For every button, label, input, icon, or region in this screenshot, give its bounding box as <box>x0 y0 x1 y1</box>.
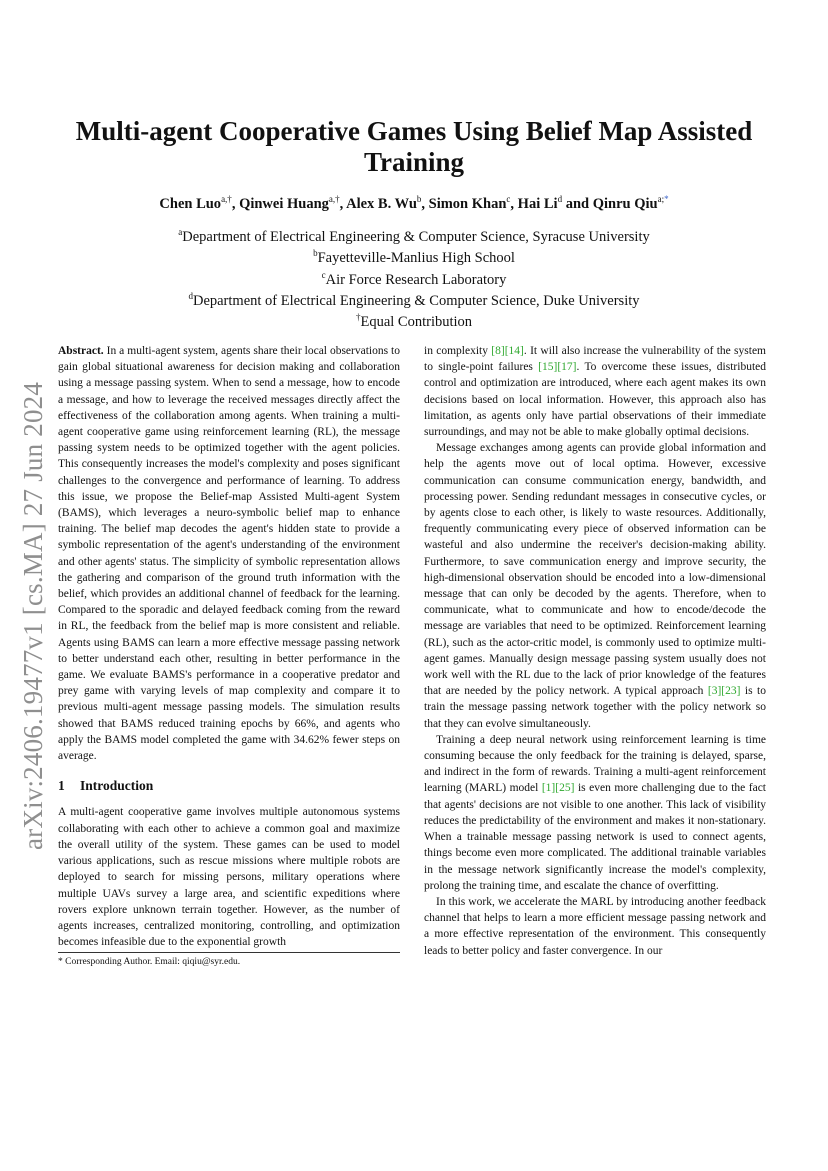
author-and: and <box>562 195 593 212</box>
affiliation-line <box>60 245 768 266</box>
paragraph-text: is to train the message passing network together with the policy network so that they can evolve simultaneously. <box>424 685 767 730</box>
author-affil-mark: a; <box>657 194 665 204</box>
abstract-label: Abstract. <box>58 345 104 357</box>
citation-link[interactable]: [17] <box>557 361 577 374</box>
citation-link[interactable]: [23] <box>721 685 741 698</box>
affiliation-text: Air Force Research Laboratory <box>325 271 507 288</box>
author-separator: , <box>339 195 347 212</box>
author-name: Hai Li <box>517 195 558 212</box>
affiliation-line <box>60 288 768 309</box>
paper-title <box>60 116 768 178</box>
citation-link[interactable]: [14] <box>504 345 524 357</box>
corresponding-author-link[interactable]: * <box>664 194 669 204</box>
paragraph-text: is even more challenging due to the fact that agents' decisions are not visible to one another. This lack of visibility reduces the predictability of the environment and makes it non-stationary. When a trainable message passing network is used to connect agents, things become even more complicated. The additional trainable variables in the message network significantly increase the model's complexity, prolong the training time, and escalate the chance of overfitting. <box>424 782 766 892</box>
footnote <box>58 952 400 967</box>
author-affil-mark: c <box>506 194 511 204</box>
author-separator: , <box>231 195 240 212</box>
affiliation-mark: d <box>188 290 193 301</box>
affiliation-mark: a <box>178 227 183 237</box>
affiliation-text: Equal Contribution <box>360 314 473 331</box>
right-paragraph-4: In this work, we accelerate the MARL by introducing another feedback channel that helps to learn a more efficient message passing network and a more effective representation of the environment. This consequently leads to better policy and faster convergence. In our <box>424 895 766 957</box>
affiliation-list <box>60 224 768 331</box>
affiliation-mark: b <box>313 248 318 259</box>
citation-link[interactable]: [25] <box>555 782 575 795</box>
author-separator: , <box>421 195 429 212</box>
author-name: Qinru Qiu <box>592 195 658 212</box>
citation-link[interactable]: [3] <box>707 685 722 698</box>
affiliation-mark: c <box>321 269 326 280</box>
citation-link[interactable]: [1] <box>541 782 556 795</box>
footnote-mark: * <box>58 957 63 967</box>
right-paragraph-2 <box>424 440 766 732</box>
left-column <box>58 343 400 950</box>
author-list <box>60 194 768 213</box>
author-affil-mark: a,† <box>221 194 232 204</box>
affiliation-text: Department of Electrical Engineering & Computer Science, Syracuse University <box>182 228 650 245</box>
author-name: Alex B. Wu <box>346 195 417 212</box>
paragraph-text: . To overcome these issues, distributed control and optimization are introduced, where each agent makes its own decisions based on local information. However, this approach also has limitation, as agents only have partial observations of their immediate surroundings, and may not be able to make globally optimal decisions. <box>424 361 766 439</box>
author-name: Simon Khan <box>428 195 507 212</box>
author-name: Qinwei Huang <box>239 195 329 212</box>
section-number: 1 <box>58 778 65 794</box>
author-separator: , <box>510 195 518 212</box>
affiliation-text: Department of Electrical Engineering & Computer Science, Duke University <box>192 292 640 309</box>
right-paragraph-1 <box>424 343 766 440</box>
footnote-text: Corresponding Author. Email: qiqiu@syr.edu. <box>65 957 241 967</box>
affiliation-mark: † <box>355 312 361 323</box>
author-affil-mark: d <box>557 194 563 204</box>
paragraph-text: in complexity <box>424 345 492 357</box>
affiliation-line <box>60 224 768 245</box>
author-name: Chen Luo <box>159 195 222 212</box>
arxiv-identifier: arXiv:2406.19477v1 [cs.MA] 27 Jun 2024 <box>18 381 48 850</box>
abstract-text: In a multi-agent system, agents share their local observations to gain global situational awareness for decision making and collaboration using a message passing system. When to send a message, how to encode a message, and how to leverage the received messages directly affect the effectiveness of the collaboration among agents. When training a multi-agent cooperative game using reinforcement learning (RL), the message passing system needs to be optimized together with the agent policies. This consequently increases the model's complexity and poses significant challenges to the convergence and performance of learning. To address this issue, we propose the Belief-map Assisted Multi-agent System (BAMS), which leverages a neuro-symbolic belief map to enhance training. The belief map decodes the agent's hidden state to provide a symbolic representation of the agent's understanding of the environment and other agents' status. The simplicity of symbolic representation allows the gathering and comparison of the ground truth information with the belief, which provides an additional channel of feedback for the learning. Compared to the sporadic and delayed feedback coming from the reward in RL, the feedback from the belief map is more consistent and reliable. Agents using BAMS can learn a more effective message passing network to better understand each other, resulting in better performance in the game. We evaluate BAMS's performance in a cooperative predator and prey game with varying levels of map complexity and compare it to previous multi-agent message passing models. The simulation results showed that BAMS reduced training epochs by 66%, and agents who apply the BAMS model completed the game with 34.62% fewer steps on average. <box>58 345 401 763</box>
citation-link[interactable]: [15] <box>538 361 558 374</box>
right-column <box>424 343 766 959</box>
section-title: Introduction <box>80 778 154 794</box>
intro-paragraph-1: A multi-agent cooperative game involves multiple autonomous systems collaborating with each other to achieve a common goal and maximize the overall utility of the system. These games can be used to model various applications, such as rescue missions where multiple robots are deployed to search for missing persons, military operations where multiple UAVs survey a large area, and scientific expeditions where rovers explore unknown terrain together. However, as the number of agents increases, centralized monitoring, controlling, and optimization becomes infeasible due to the exponential growth <box>58 806 400 949</box>
abstract <box>58 343 400 764</box>
author-affil-mark: a,† <box>328 194 340 204</box>
section-heading-introduction <box>58 778 400 794</box>
right-paragraph-3 <box>424 732 766 894</box>
paragraph-text: Training a deep neural network using reinforcement learning is time consuming because the only feedback for the training is delayed, sparse, and indirect in the form of rewards. Training a multi-agent reinforcement learning (MARL) model <box>424 733 766 795</box>
title-line-2: Training <box>363 147 465 177</box>
affiliation-line <box>60 309 768 330</box>
citation-link[interactable]: [8] <box>491 345 505 357</box>
paragraph-text: . It will also increase the vulnerability of the system to single-point failures <box>424 345 766 374</box>
affiliation-text: Fayetteville-Manlius High School <box>317 250 515 267</box>
paragraph-text: Message exchanges among agents can provide global information and help the agents move out of local optima. However, excessive communication can consume communication energy, bandwidth, and processing power. Sending redundant messages in consecutive cycles, or by agents close to each other, is likely to waste resources. Additionally, frequently communicating every piece of observed information can be wasteful and also undermine the receiver's decision-making ability. Furthermore, to save communication energy and improve security, the high-dimensional observation should be encoded into a low-dimensional message that can only be decoded by the agents. Therefore, when to communicate, what to communicate and how to encode/decode the message are variables that need to be optimized. Reinforcement learning (RL), such as the actor-critic model, is commonly used to optimize multi-agent games. Manually design message passing system usually does not work well with the RL due to the lack of prior knowledge of the features that are needed by the policy network. A typical approach <box>424 442 766 698</box>
affiliation-line <box>60 267 768 288</box>
title-line-1: Multi-agent Cooperative Games Using Belief Map Assisted <box>75 116 753 146</box>
author-affil-mark: b <box>416 194 422 204</box>
